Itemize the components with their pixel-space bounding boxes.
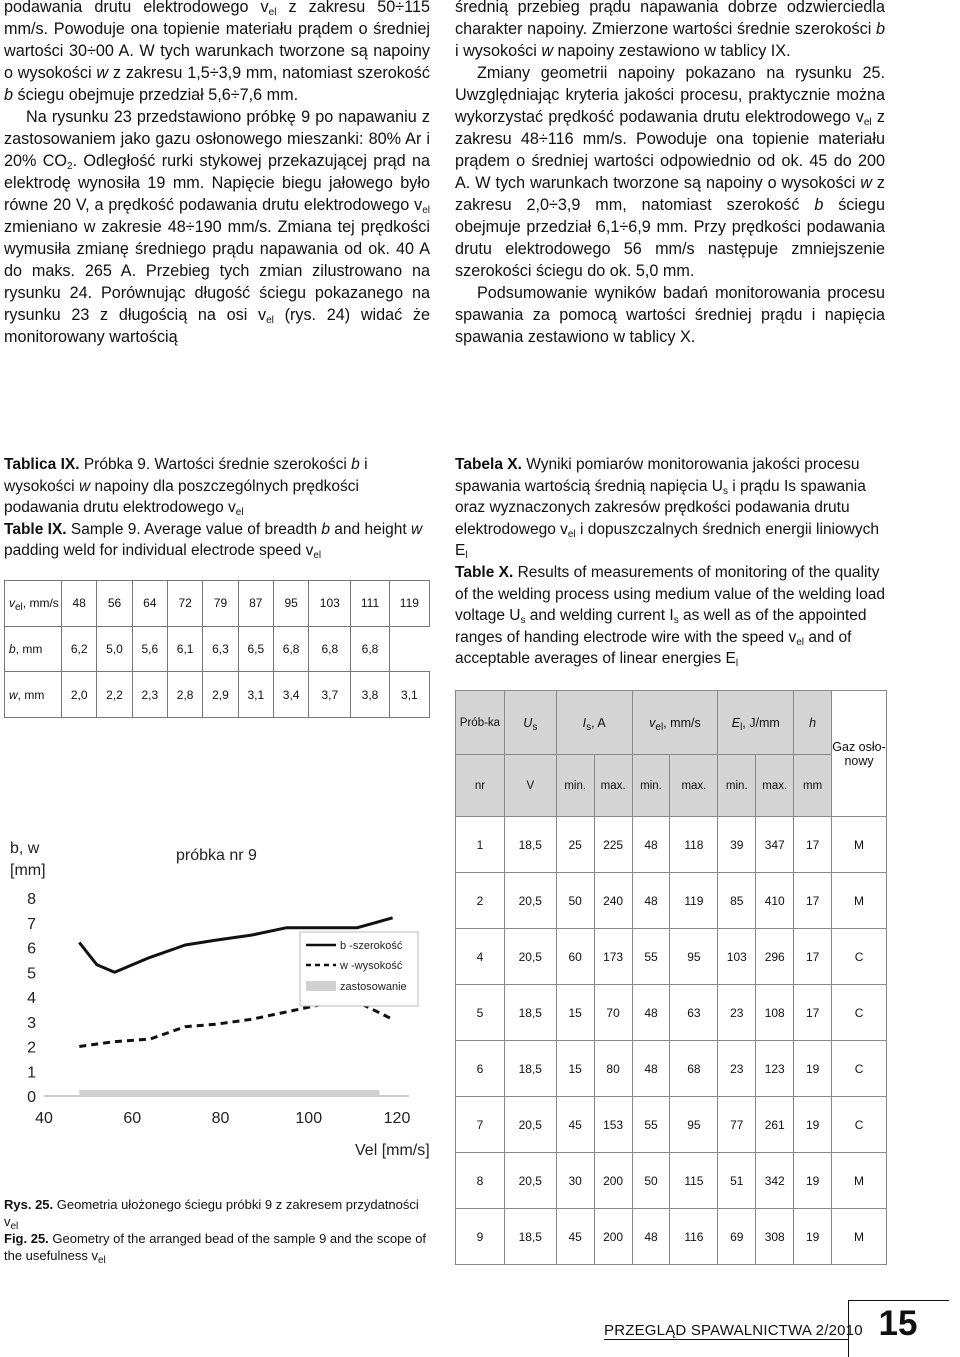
table-cell: 240 (594, 873, 632, 929)
footer-rule (604, 1339, 848, 1340)
table-cell: 111 (351, 581, 389, 627)
table9-head-w: w, mm (5, 672, 62, 718)
x-tick-label: 80 (211, 1110, 230, 1127)
table-cell: 7 (456, 1097, 505, 1153)
table-cell: 108 (756, 985, 794, 1041)
table-cell: 23 (718, 1041, 756, 1097)
x-tick-label: 120 (383, 1110, 411, 1127)
fig25-caption (4, 1196, 434, 1264)
table-cell: 48 (632, 1041, 670, 1097)
table-row (456, 929, 887, 985)
table-cell: 95 (670, 1097, 718, 1153)
table-cell: 56 (97, 581, 132, 627)
x-axis-label: Vel [mm/s] (355, 1142, 430, 1159)
y-tick-label: 7 (27, 915, 36, 933)
table-cell: 3,7 (309, 672, 351, 718)
table-cell: 1 (456, 817, 505, 873)
table-cell: 18,5 (504, 817, 556, 873)
table-cell: 18,5 (504, 1041, 556, 1097)
table-cell: 3,8 (351, 672, 389, 718)
journal-name: PRZEGLĄD SPAWALNICTWA 2/2010 (604, 1322, 863, 1339)
table-cell: 6 (456, 1041, 505, 1097)
right-paragraph-3: Podsumowanie wyników badań monitorowania procesu spawania za pomocą wartości średniej prądu i napięcia spawania zestawiono w tablicy X. (455, 284, 885, 346)
left-column (4, 0, 430, 348)
chart-title: próbka nr 9 (176, 847, 257, 864)
table-cell: C (832, 1097, 887, 1153)
table10-unit-max: max. (756, 755, 794, 817)
legend-b-label: b -szerokość (340, 940, 403, 952)
table-cell: 296 (756, 929, 794, 985)
table-cell: 261 (756, 1097, 794, 1153)
table-row (456, 1209, 887, 1265)
table10-head-us: $U_s$ (504, 691, 556, 755)
fig25-caption-en: Fig. 25. Geometry of the arranged bead of the sample 9 and the scope of the usefulness $v_{el}$ (4, 1231, 427, 1266)
y-tick-label: 0 (27, 1089, 36, 1106)
table9-head-b: b, mm (5, 626, 62, 672)
table-cell: 6,8 (273, 626, 308, 672)
table-cell: 48 (632, 985, 670, 1041)
table10-caption (455, 454, 887, 670)
legend-w-label: w -wysokość (340, 960, 403, 972)
y-axis-label: b, w (10, 840, 40, 857)
x-tick-label: 40 (35, 1110, 53, 1127)
table10-head-is: $I_s$, A (556, 691, 632, 755)
table10-caption-en: Table X. Results of measurements of monitoring of the quality of the welding process using medium value of the welding load voltage $U_s$ and welding current $I_s$ as well as of the appointed ranges of handing electrode wire with the speed $v_{el}$ and of acceptable averages of linear energies $E_l$ (455, 563, 885, 670)
table-cell: 2 (456, 873, 505, 929)
table-cell: 19 (794, 1153, 832, 1209)
table-cell: 2,3 (132, 672, 167, 718)
table-cell: C (832, 985, 887, 1041)
table-cell: 5 (456, 985, 505, 1041)
table-cell: 20,5 (504, 1153, 556, 1209)
table-row (456, 1097, 887, 1153)
table-cell: 103 (309, 581, 351, 627)
table-cell: M (832, 817, 887, 873)
table9-row-w (5, 672, 430, 718)
y-axis-unit: [mm] (10, 862, 46, 879)
table-cell: 23 (718, 985, 756, 1041)
fig25-chart (0, 820, 440, 1195)
table-cell: 85 (718, 873, 756, 929)
table-cell: 20,5 (504, 1097, 556, 1153)
table-cell: 118 (670, 817, 718, 873)
y-tick-label: 1 (27, 1064, 36, 1082)
table-cell: 308 (756, 1209, 794, 1265)
table-row (456, 873, 887, 929)
table-cell: 410 (756, 873, 794, 929)
table-cell: 20,5 (504, 873, 556, 929)
table-cell: 63 (670, 985, 718, 1041)
table-row (456, 1041, 887, 1097)
table-cell: 6,3 (203, 626, 238, 672)
table-cell: 19 (794, 1041, 832, 1097)
table-cell: 25 (556, 817, 594, 873)
legend-range-label: zastosowanie (340, 981, 407, 993)
table-cell: 115 (670, 1153, 718, 1209)
table-cell: 5,0 (97, 626, 132, 672)
table10-unit-max: max. (594, 755, 632, 817)
table-cell: 2,2 (97, 672, 132, 718)
table-cell: 6,1 (167, 626, 202, 672)
table-cell: 50 (556, 873, 594, 929)
table-cell: 17 (794, 817, 832, 873)
table-cell: 225 (594, 817, 632, 873)
table-row (456, 985, 887, 1041)
table-cell: 72 (167, 581, 202, 627)
table-cell: 55 (632, 1097, 670, 1153)
table-cell: 9 (456, 1209, 505, 1265)
table10-unit-min: min. (718, 755, 756, 817)
page-number: 15 (878, 1304, 918, 1343)
table10-header-row (456, 691, 887, 755)
table9-row-v (5, 581, 430, 627)
table-cell: 6,8 (309, 626, 351, 672)
table10-head-h: h (794, 691, 832, 755)
table-cell: 69 (718, 1209, 756, 1265)
table-cell: 3,4 (273, 672, 308, 718)
table9-caption-en: Table IX. Sample 9. Average value of breadth b and height w padding weld for individual electrode speed $v_{el}$ (4, 520, 423, 562)
table10-unit-v: V (504, 755, 556, 817)
table-cell: 55 (632, 929, 670, 985)
table10-unit-mm: mm (794, 755, 832, 817)
fig25-caption-pl: Rys. 25. Geometria ułożonego ściegu próbki 9 z zakresem przydatności $v_{el}$ (4, 1197, 419, 1232)
table-cell: M (832, 873, 887, 929)
table10-body (456, 817, 887, 1265)
table-cell: 95 (670, 929, 718, 985)
table-cell: 123 (756, 1041, 794, 1097)
table-cell: 87 (238, 581, 273, 627)
table-cell: 15 (556, 1041, 594, 1097)
table-row (456, 817, 887, 873)
chart-background (0, 820, 440, 1195)
table-cell: 173 (594, 929, 632, 985)
y-tick-label: 2 (27, 1039, 36, 1057)
table10-head-gaz: Gaz osło-nowy (832, 691, 887, 817)
table-cell: 18,5 (504, 985, 556, 1041)
table-cell: 6,8 (351, 626, 389, 672)
table9-head-v: $v_{el}$, mm/s (5, 581, 62, 627)
table-cell (389, 626, 429, 672)
right-paragraph-1: średnią przebieg prądu napawania dobrze odzwierciedla charakter napoiny. Zmierzone wartości średnie szerokości b i wysokości w napoiny zestawiono w tablicy IX. (455, 0, 885, 60)
table-cell: 70 (594, 985, 632, 1041)
table10-unit-max: max. (670, 755, 718, 817)
x-tick-label: 100 (295, 1110, 323, 1127)
table-cell: 51 (718, 1153, 756, 1209)
table-cell: 77 (718, 1097, 756, 1153)
table-cell: 64 (132, 581, 167, 627)
table10 (455, 690, 887, 1265)
table-cell: 2,0 (62, 672, 97, 718)
table-cell: 119 (670, 873, 718, 929)
y-tick-label: 6 (27, 940, 36, 958)
table-cell: 6,2 (62, 626, 97, 672)
x-tick-label: 60 (123, 1110, 142, 1127)
table9-caption-pl: Tablica IX. Próbka 9. Wartości średnie szerokości b i wysokości w napoiny dla poszczególnych prędkości podawania drutu elektrodowego $v_{el}$ (4, 456, 368, 519)
table-cell: 2,9 (203, 672, 238, 718)
right-column (455, 0, 885, 348)
table-cell: 2,8 (167, 672, 202, 718)
table-row (456, 1153, 887, 1209)
table-cell: 80 (594, 1041, 632, 1097)
table-cell: 3,1 (389, 672, 429, 718)
table10-unit-row (456, 755, 887, 817)
left-paragraph-2: Na rysunku 23 przedstawiono próbkę 9 po napawaniu z zastosowaniem jako gazu osłonowego mieszanki: 80% Ar i 20% $CO_2$. Odległość rurki stykowej przekazującej prąd na elektrodę wynosiła 19 mm. Napięcie biegu jałowego było równe 20 V, a prędkość podawania drutu elektrodowego $v_{el}$ zmieniano w zakresie 48÷190 mm/s. Zmiana tej prędkości wymusiła zmianę średniego prądu napawania od ok. 40 A do maks. 265 A. Przebieg tych zmian zilustrowano na rysunku 24. Porównując długość ściegu pokazanego na rysunku 23 z długością na osi $v_{el}$ (rys. 24) widać że monitorowany wartością (4, 108, 430, 346)
table-cell: C (832, 929, 887, 985)
table-cell: 79 (203, 581, 238, 627)
table-cell: 103 (718, 929, 756, 985)
table9-caption (4, 454, 434, 562)
table-cell: 20,5 (504, 929, 556, 985)
table-cell: 5,6 (132, 626, 167, 672)
y-tick-label: 5 (27, 965, 36, 983)
table-cell: 3,1 (238, 672, 273, 718)
table-cell: 116 (670, 1209, 718, 1265)
table-cell: 45 (556, 1097, 594, 1153)
table10-unit-nr: nr (456, 755, 505, 817)
table-cell: 68 (670, 1041, 718, 1097)
table-cell: 17 (794, 929, 832, 985)
table-cell: 48 (632, 817, 670, 873)
table-cell: M (832, 1153, 887, 1209)
table-cell: 153 (594, 1097, 632, 1153)
table-cell: 48 (632, 1209, 670, 1265)
table-cell: 48 (62, 581, 97, 627)
table-cell: 17 (794, 985, 832, 1041)
table-cell: 347 (756, 817, 794, 873)
table10-head-probka: Prób-ka (456, 691, 505, 755)
table-cell: 342 (756, 1153, 794, 1209)
right-paragraph-2: Zmiany geometrii napoiny pokazano na rysunku 25. Uwzględniając kryteria jakości procesu, praktycznie można wykorzystać prędkość podawania drutu elektrodowego $v_{el}$ z zakresu 48÷116 mm/s. Powoduje ona topienie materiału prądem o średniej wartości odpowiednio od ok. 45 do 200 A. W tych warunkach tworzone są napoiny o wysokości w z zakresu 2,0÷3,9 mm, natomiast szerokość b ściegu obejmuje przedział 6,1÷6,9 mm. Przy prędkości podawania drutu elektrodowego 56 mm/s następuje zmniejszenie szerokości ściegu do ok. 5,0 mm. (455, 64, 886, 280)
table-cell: 119 (389, 581, 429, 627)
y-tick-label: 3 (27, 1014, 36, 1032)
table-cell: 39 (718, 817, 756, 873)
table10-unit-min: min. (632, 755, 670, 817)
y-tick-label: 4 (27, 990, 36, 1007)
table9 (4, 580, 430, 718)
table-cell: 45 (556, 1209, 594, 1265)
table-cell: 200 (594, 1153, 632, 1209)
y-tick-label: 8 (27, 891, 36, 908)
table-cell: 95 (273, 581, 308, 627)
table-cell: 8 (456, 1153, 505, 1209)
table-cell: 200 (594, 1209, 632, 1265)
table-cell: 4 (456, 929, 505, 985)
table-cell: C (832, 1041, 887, 1097)
table-cell: 19 (794, 1097, 832, 1153)
table-cell: 17 (794, 873, 832, 929)
table-cell: 60 (556, 929, 594, 985)
table9-row-b (5, 626, 430, 672)
table10-head-el: $E_l$, J/mm (718, 691, 794, 755)
series-range-band (79, 1090, 379, 1096)
table-cell: 48 (632, 873, 670, 929)
left-paragraph-1: podawania drutu elektrodowego $v_{el}$ z zakresu 50÷115 mm/s. Powoduje ona topienie materiału prądem o średniej wartości 30÷00 A. W tych warunkach tworzone są napoiny o wysokości w z zakresu 1,5÷3,9 mm, natomiast szerokość b ściegu obejmuje przedział 5,6÷7,6 mm. (4, 0, 430, 104)
table10-unit-min: min. (556, 755, 594, 817)
table-cell: 30 (556, 1153, 594, 1209)
table-cell: 6,5 (238, 626, 273, 672)
table-cell: 15 (556, 985, 594, 1041)
table10-caption-pl: Tabela X. Wyniki pomiarów monitorowania jakości procesu spawania wartością średnią napięcia $U_s$ i prądu Is spawania oraz wyznaczonych zakresów prędkości podawania drutu elektrodowego $v_{el}$ i dopuszczalnych średnich energii liniowych $E_l$ (455, 456, 879, 562)
table-cell: 50 (632, 1153, 670, 1209)
table-cell: 19 (794, 1209, 832, 1265)
table-cell: M (832, 1209, 887, 1265)
table-cell: 18,5 (504, 1209, 556, 1265)
table10-head-vel: $v_{el}$, mm/s (632, 691, 718, 755)
legend-range-swatch (306, 981, 336, 991)
